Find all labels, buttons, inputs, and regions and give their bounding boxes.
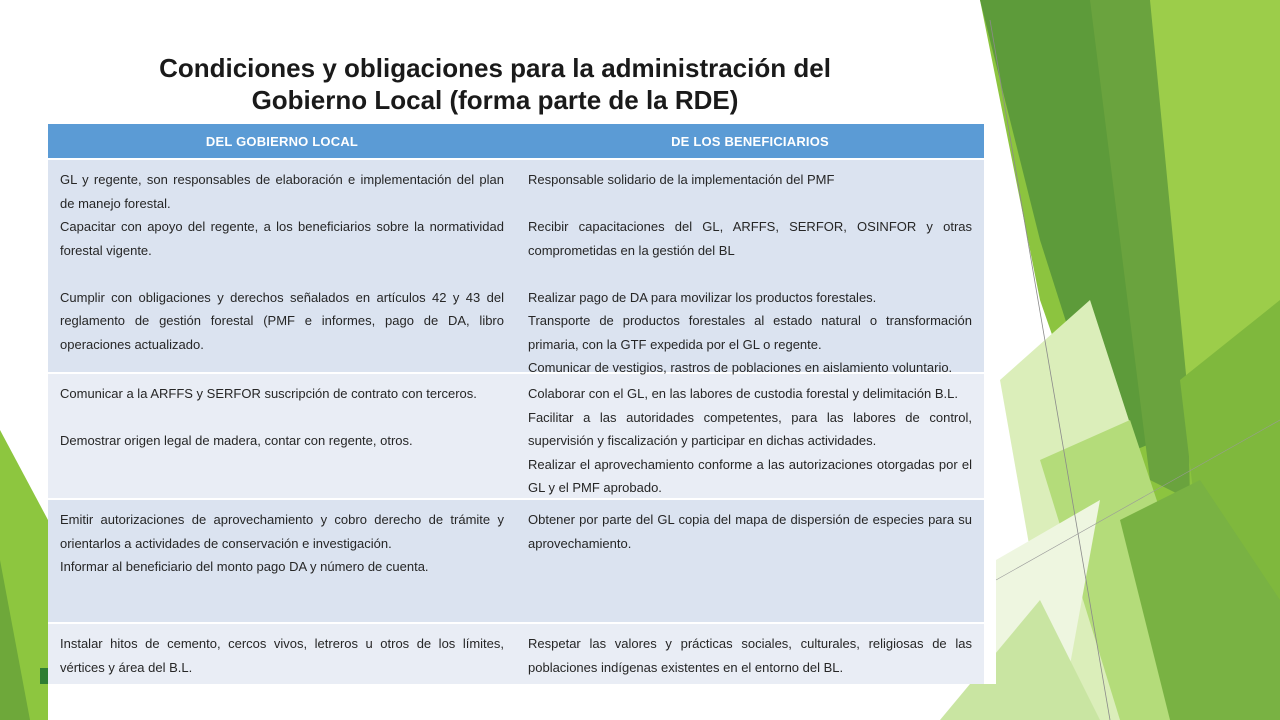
gobierno-cell xyxy=(48,500,516,622)
header-beneficiarios: DE LOS BENEFICIARIOS xyxy=(671,133,829,149)
cell-text: Realizar pago de DA para movilizar los productos forestales. xyxy=(528,289,877,305)
cell-text: Cumplir con obligaciones y derechos señalados en artículos 42 y 43 del reglamento de gestión forestal (PMF e informes, pago de DA, libro operaciones actualizado. xyxy=(60,289,504,352)
cell-text: Capacitar con apoyo del regente, a los beneficiarios sobre la normatividad forestal vigente. xyxy=(60,219,504,258)
obligations-table xyxy=(48,124,984,684)
table-row xyxy=(48,372,984,498)
table-header xyxy=(48,124,984,158)
cell-text: Realizar el aprovechamiento conforme a las autorizaciones otorgadas por el GL y el PMF aprobado. xyxy=(528,456,972,495)
cell-text: Recibir capacitaciones del GL, ARFFS, SERFOR, OSINFOR y otras comprometidas en la gestión del BL xyxy=(528,219,972,258)
slide-title-line-1: Condiciones y obligaciones para la administración del xyxy=(159,53,831,83)
cell-text: Facilitar a las autoridades competentes, para las labores de control, supervisión y fiscalización y participar en dichas actividades. xyxy=(528,409,972,448)
beneficiarios-cell xyxy=(516,374,984,498)
beneficiarios-cell xyxy=(516,160,984,375)
cell-text: Demostrar origen legal de madera, contar con regente, otros. xyxy=(60,433,413,448)
table-row xyxy=(48,498,984,622)
slide-title xyxy=(60,52,930,116)
cell-text: Emitir autorizaciones de aprovechamiento y cobro derecho de trámite y orientarlos a actividades de conservación e investigación. xyxy=(60,512,504,551)
gobierno-cell xyxy=(48,374,516,498)
slide-title-line-2: Gobierno Local (forma parte de la RDE) xyxy=(251,85,739,115)
header-gobierno-local: DEL GOBIERNO LOCAL xyxy=(205,133,359,149)
cell-text: Respetar las valores y prácticas sociales, culturales, religiosas de las poblaciones indígenas existentes en el entorno del BL. xyxy=(528,636,972,675)
cell-text: Comunicar a la ARFFS y SERFOR suscripción de contrato con terceros. xyxy=(60,386,477,401)
cell-text: Informar al beneficiario del monto pago DA y número de cuenta. xyxy=(60,559,429,574)
cell-text: Transporte de productos forestales al estado natural o transformación primaria, con la GTF expedida por el GL o regente. xyxy=(528,313,972,352)
cell-text: Colaborar con el GL, en las labores de custodia forestal y delimitación B.L. xyxy=(528,386,958,401)
gobierno-cell xyxy=(48,160,516,372)
table-row xyxy=(48,158,984,375)
gobierno-cell xyxy=(48,624,516,684)
beneficiarios-cell xyxy=(516,500,984,622)
cell-text: Responsable solidario de la implementación del PMF xyxy=(528,172,835,187)
cell-text: Instalar hitos de cemento, cercos vivos, letreros u otros de los límites, vértices y área del B.L. xyxy=(60,636,504,675)
table-right-edge xyxy=(984,124,996,684)
cell-text: Comunicar de vestigios, rastros de poblaciones en aislamiento voluntario. xyxy=(528,360,953,375)
cell-text: Obtener por parte del GL copia del mapa de dispersión de especies para su aprovechamiento. xyxy=(528,512,972,551)
table-row xyxy=(48,622,984,684)
cell-text: GL y regente, son responsables de elaboración e implementación del plan de manejo forestal. xyxy=(60,172,504,211)
beneficiarios-cell xyxy=(516,624,984,684)
